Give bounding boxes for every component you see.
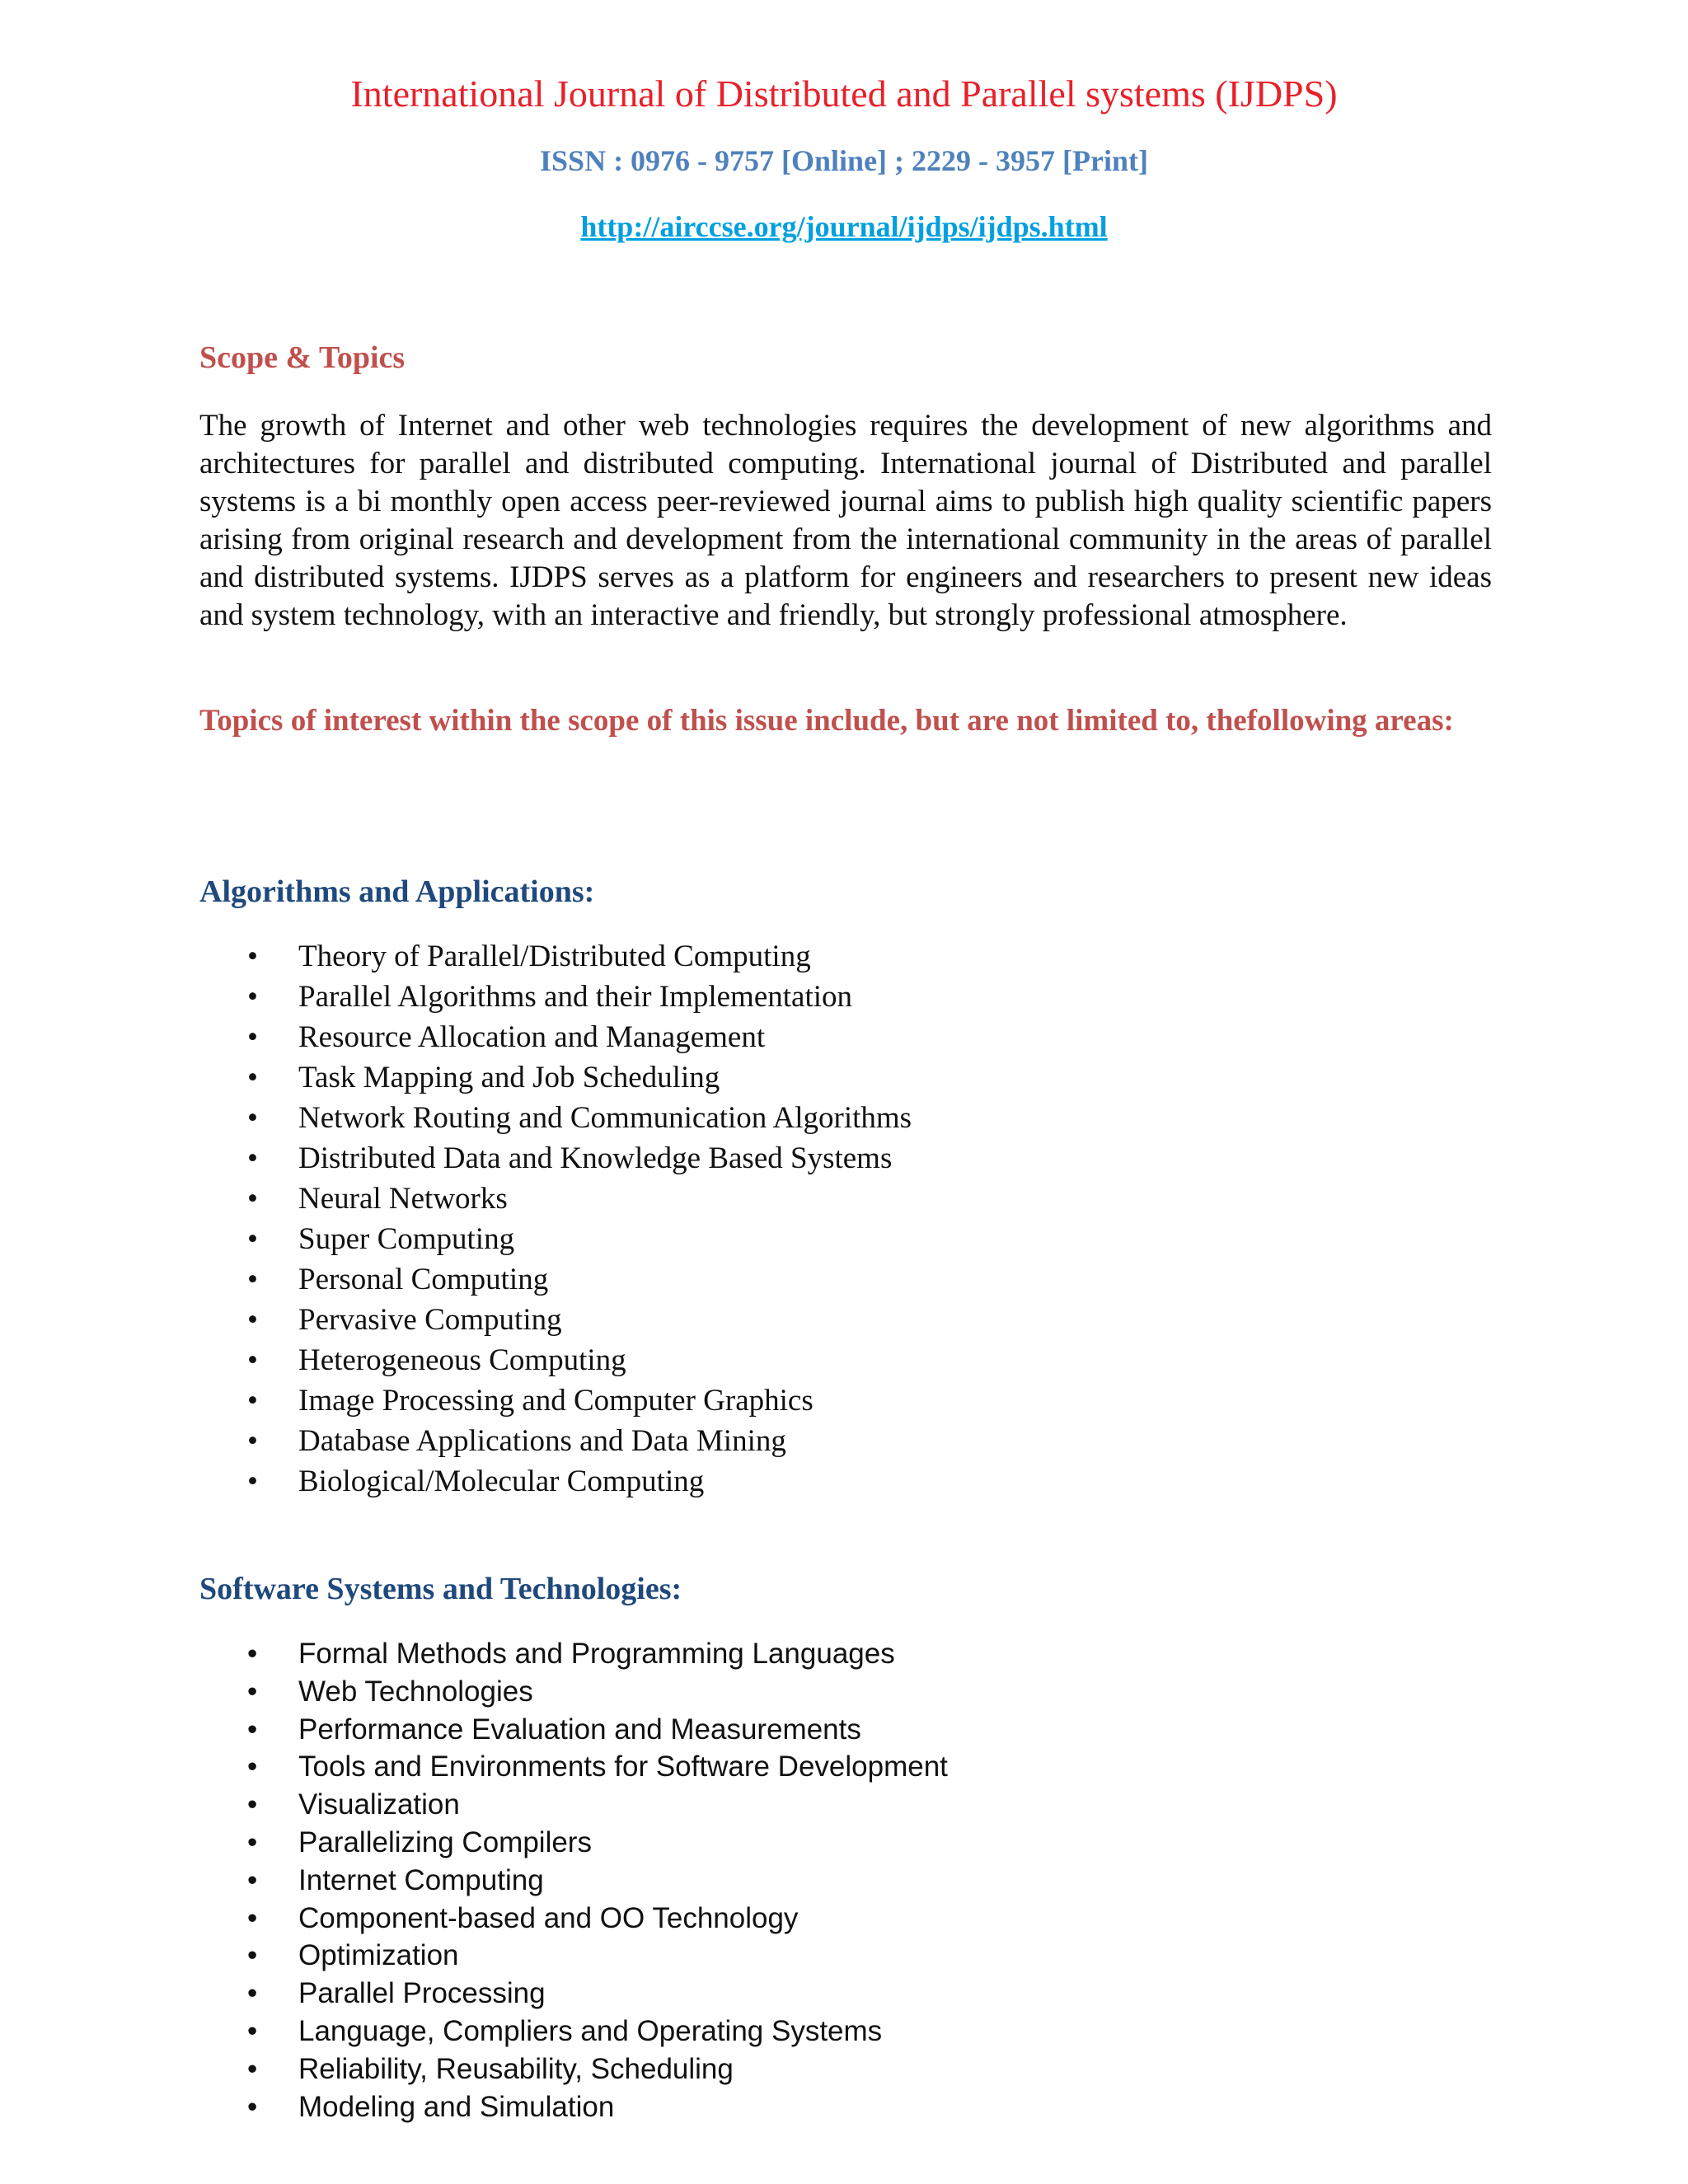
bullet-icon: •: [247, 1141, 258, 1175]
list-item-text: Resource Allocation and Management: [298, 1020, 766, 1054]
bullet-icon: •: [247, 1061, 258, 1094]
list-item-text: Heterogeneous Computing: [298, 1343, 626, 1377]
list-item-text: Parallel Processing: [298, 1977, 546, 2010]
algorithms-heading: Algorithms and Applications:: [199, 874, 595, 909]
list-item: [199, 1340, 1353, 1380]
journal-title: International Journal of Distributed and Parallel systems (IJDPS): [350, 73, 1338, 115]
bullet-icon: •: [247, 2090, 258, 2123]
bullet-icon: •: [247, 980, 258, 1014]
bullet-icon: •: [247, 1263, 258, 1296]
list-item-text: Web Technologies: [298, 1675, 533, 1708]
list-item-text: Network Routing and Communication Algorithms: [298, 1101, 912, 1135]
list-item-text: Formal Methods and Programming Languages: [298, 1638, 895, 1670]
list-item-text: Visualization: [298, 1788, 460, 1821]
list-item: [199, 1057, 1353, 1098]
list-item: [199, 1219, 1353, 1259]
topics-intro: Topics of interest within the scope of this issue include, but are not limited to, thefollowing areas:: [199, 704, 1454, 738]
list-item-text: Tools and Environments for Software Development: [298, 1750, 948, 1783]
software-list: [199, 1635, 1353, 2125]
bullet-icon: •: [247, 1020, 258, 1054]
bullet-icon: •: [247, 1303, 258, 1337]
bullet-icon: •: [247, 1825, 258, 1858]
list-item: [199, 1673, 1353, 1711]
list-item: [199, 1380, 1353, 1421]
journal-url-link[interactable]: http://airccse.org/journal/ijdps/ijdps.html: [580, 210, 1108, 243]
software-heading: Software Systems and Technologies:: [199, 1572, 682, 1606]
bullet-icon: •: [247, 1863, 258, 1896]
bullet-icon: •: [247, 1182, 258, 1216]
list-item: [199, 1937, 1353, 1975]
bullet-icon: •: [247, 1788, 258, 1821]
bullet-icon: •: [247, 1750, 258, 1783]
bullet-icon: •: [247, 2014, 258, 2047]
bullet-icon: •: [247, 1101, 258, 1135]
issn-line: ISSN : 0976 - 9757 [Online] ; 2229 - 3957 [Print]: [540, 144, 1148, 177]
list-item-text: Image Processing and Computer Graphics: [298, 1384, 814, 1418]
bullet-icon: •: [247, 1675, 258, 1708]
list-item-text: Parallel Algorithms and their Implementation: [298, 980, 853, 1014]
bullet-icon: •: [247, 940, 258, 973]
list-item: [199, 1259, 1353, 1300]
list-item-text: Component-based and OO Technology: [298, 1901, 799, 1934]
list-item: [199, 1017, 1353, 1057]
bullet-icon: •: [247, 1638, 258, 1670]
list-item-text: Database Applications and Data Mining: [298, 1424, 786, 1458]
bullet-icon: •: [247, 1939, 258, 1972]
list-item-text: Optimization: [298, 1939, 459, 1972]
scope-heading: Scope & Topics: [199, 340, 406, 375]
list-item: [199, 1300, 1353, 1340]
list-item: [199, 1900, 1353, 1938]
list-item: [199, 2088, 1353, 2126]
list-item-text: Distributed Data and Knowledge Based Systems: [298, 1141, 893, 1175]
list-item-text: Pervasive Computing: [298, 1303, 562, 1337]
list-item: [199, 2050, 1353, 2088]
list-item-text: Biological/Molecular Computing: [298, 1465, 705, 1498]
bullet-icon: •: [247, 1901, 258, 1934]
list-item: [199, 1461, 1353, 1502]
list-item: [199, 1421, 1353, 1461]
list-item: [199, 1862, 1353, 1900]
bullet-icon: •: [247, 1343, 258, 1377]
bullet-icon: •: [247, 1384, 258, 1418]
list-item-text: Task Mapping and Job Scheduling: [298, 1061, 720, 1094]
list-item: [199, 1635, 1353, 1673]
list-item-text: Performance Evaluation and Measurements: [298, 1713, 861, 1746]
list-item-text: Parallelizing Compilers: [298, 1825, 592, 1858]
scope-paragraph: The growth of Internet and other web technologies requires the development of new algorithms and architectures for parallel and distributed computing. International journal of Distributed and parallel systems is a bi monthly open access peer-reviewed journal aims to publish high quality scientific papers arising from original research and development from the international community in the areas of parallel and distributed systems. IJDPS serves as a platform for engineers and researchers to present new ideas and system technology, with an interactive and friendly, but strongly professional atmosphere.: [199, 409, 1492, 632]
list-item: [199, 1138, 1353, 1179]
bullet-icon: •: [247, 2052, 258, 2085]
list-item-text: Internet Computing: [298, 1863, 544, 1896]
list-item-text: Theory of Parallel/Distributed Computing: [298, 940, 811, 973]
list-item: [199, 1711, 1353, 1749]
list-item: [199, 977, 1353, 1017]
list-item: [199, 1824, 1353, 1862]
list-item-text: Modeling and Simulation: [298, 2090, 615, 2123]
list-item-text: Super Computing: [298, 1222, 515, 1256]
bullet-icon: •: [247, 1424, 258, 1458]
list-item-text: Personal Computing: [298, 1263, 549, 1296]
bullet-icon: •: [247, 1977, 258, 2010]
list-item: [199, 1098, 1353, 1138]
algorithms-list: [199, 936, 1353, 1502]
list-item: [199, 1179, 1353, 1219]
bullet-icon: •: [247, 1713, 258, 1746]
bullet-icon: •: [247, 1222, 258, 1256]
list-item-text: Language, Compliers and Operating Systems: [298, 2014, 883, 2047]
bullet-icon: •: [247, 1465, 258, 1498]
list-item: [199, 1786, 1353, 1824]
list-item: [199, 1975, 1353, 2013]
list-item-text: Reliability, Reusability, Scheduling: [298, 2052, 734, 2085]
list-item: [199, 2013, 1353, 2050]
list-item-text: Neural Networks: [298, 1182, 508, 1216]
list-item: [199, 1748, 1353, 1786]
list-item: [199, 936, 1353, 977]
